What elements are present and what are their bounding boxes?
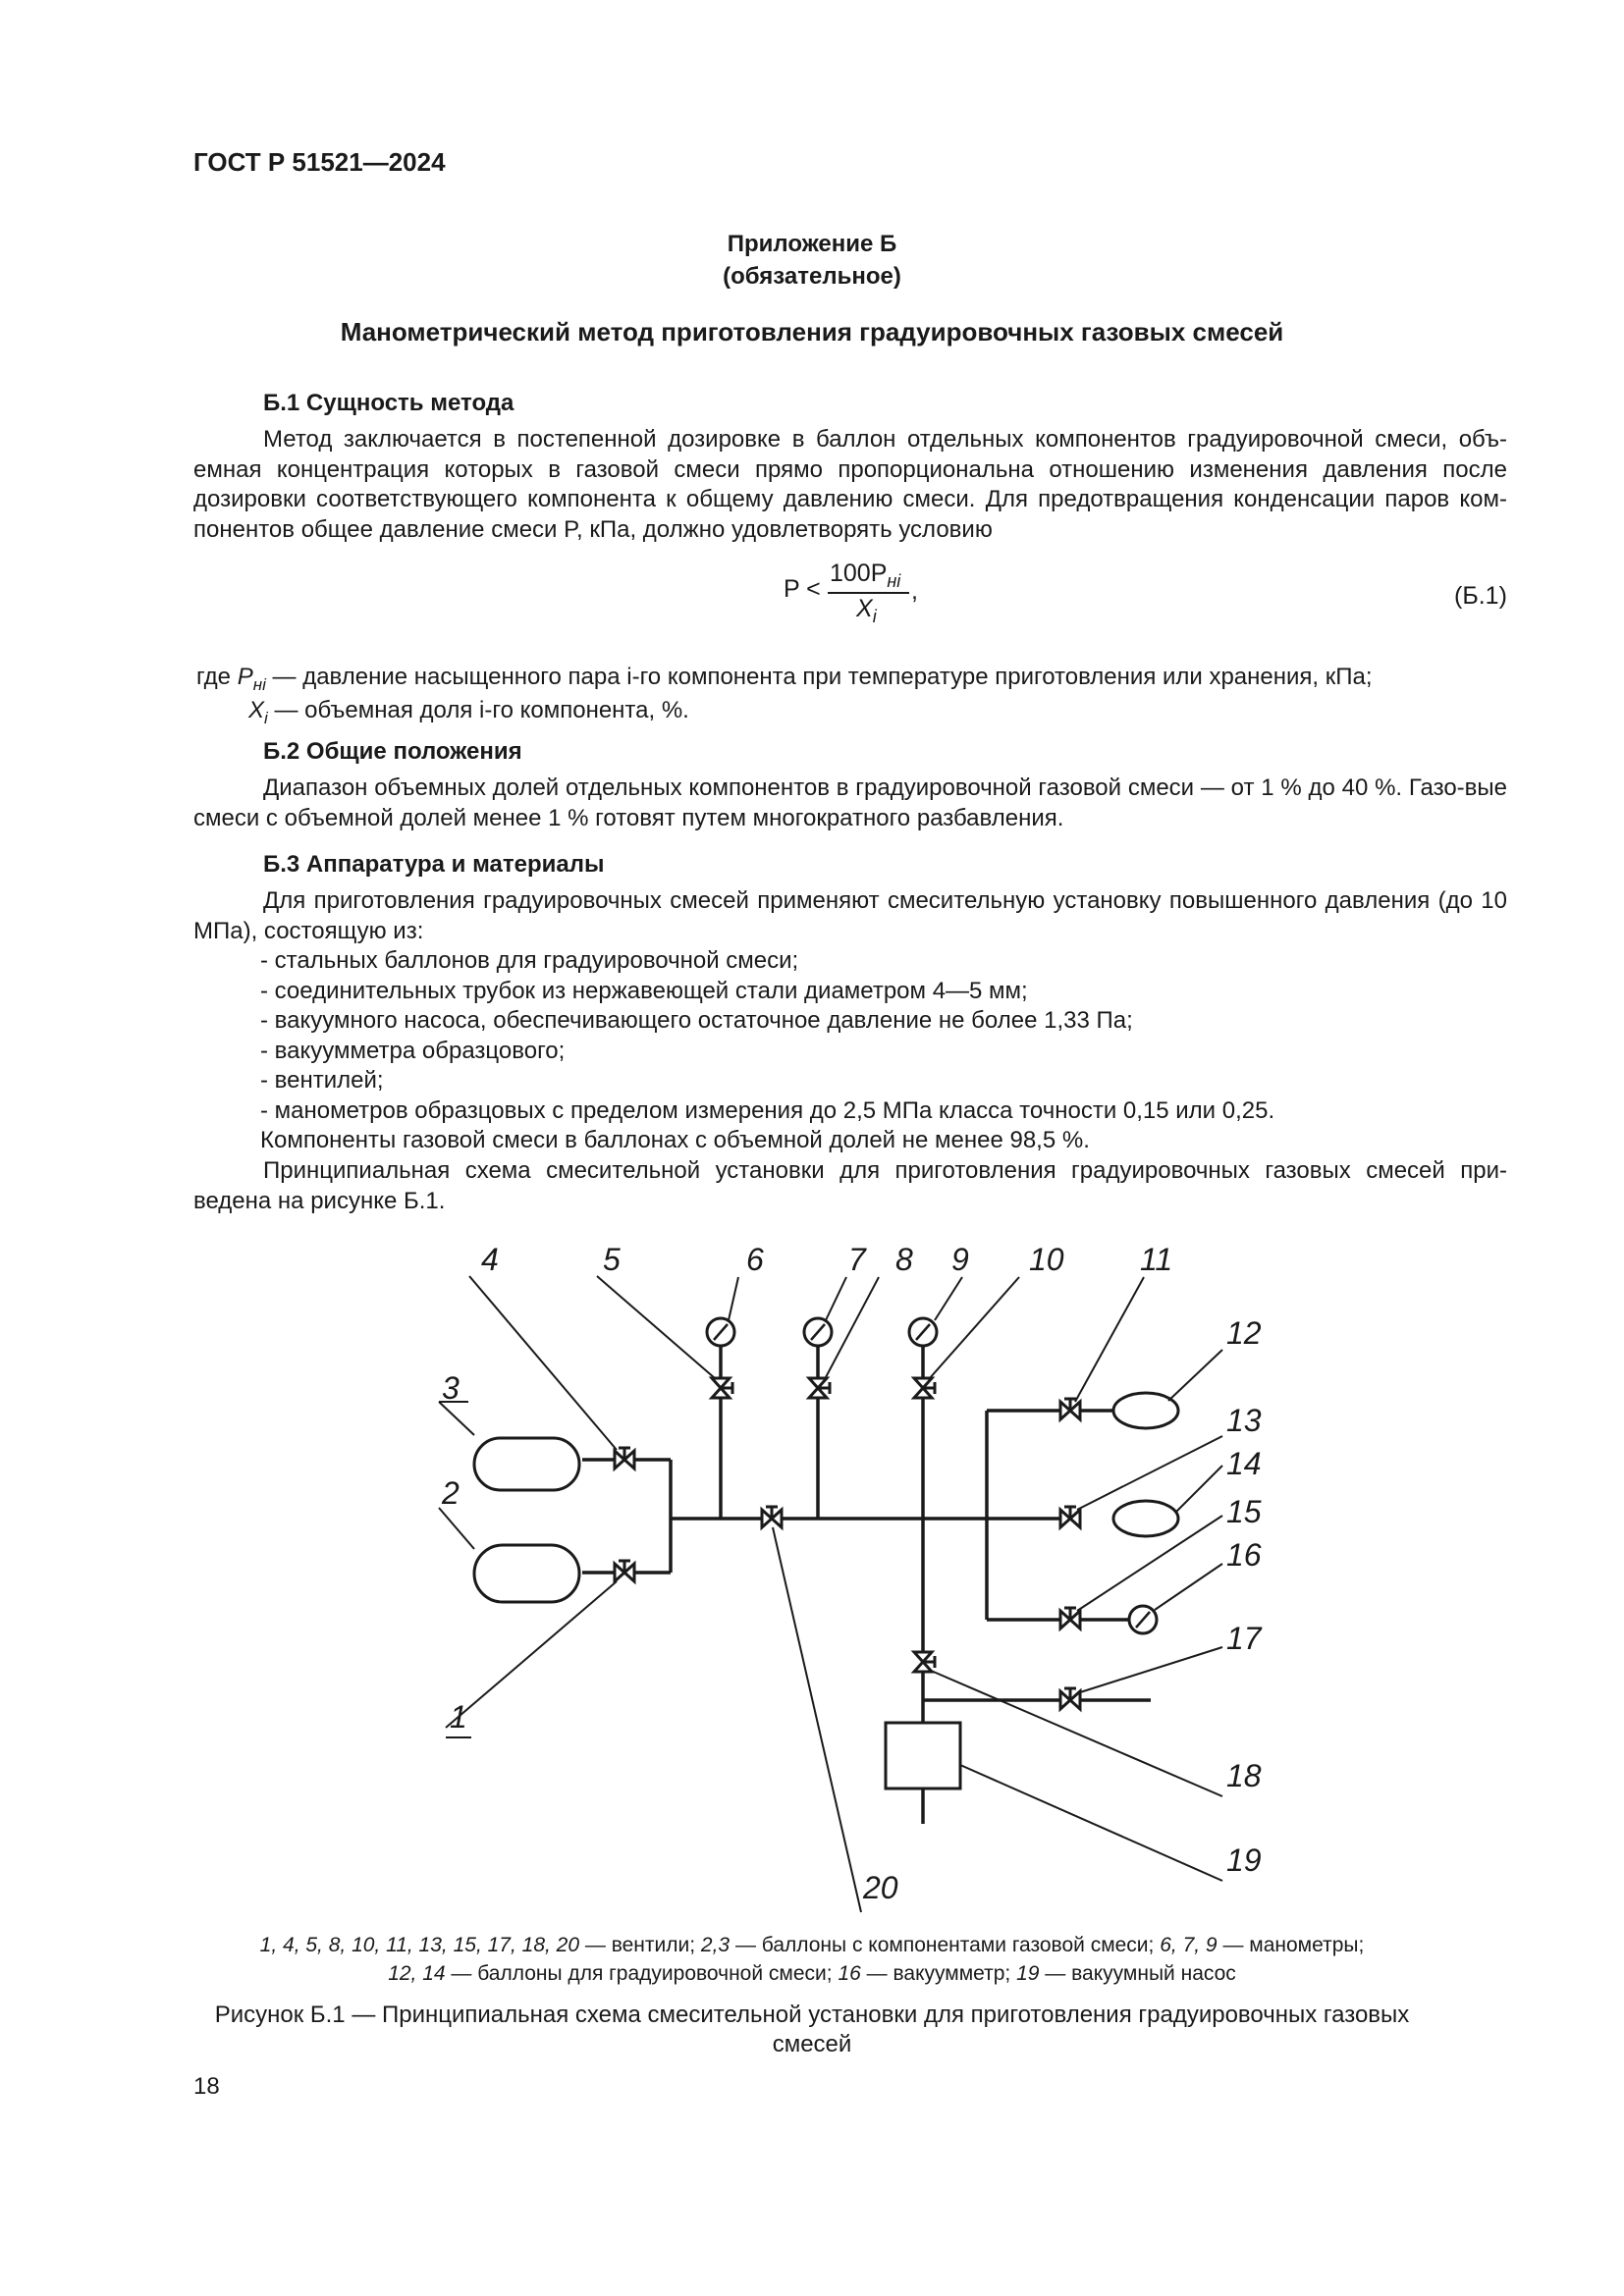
list-item: - манометров образцовых с пределом измерения до 2,5 МПа класса точности 0,15 или 0,25. [260, 1096, 1275, 1124]
cylinder-2 [474, 1545, 579, 1602]
section-b3-heading: Б.3 Аппаратура и материалы [263, 851, 605, 878]
where-symbol-x: X [248, 697, 265, 723]
formula-den-sub: i [872, 607, 877, 626]
label-13: 13 [1226, 1403, 1262, 1438]
vessels [474, 1393, 1178, 1789]
legend-line-1: 1, 4, 5, 8, 10, 11, 13, 15, 17, 18, 20 — вентили; 2,3 — баллоны с компонентами газовой смеси; 6, 7, 9 — манометры; [259, 1934, 1365, 1956]
vacuum-pump-19 [886, 1723, 960, 1789]
label-16: 16 [1226, 1537, 1262, 1573]
b1-text: Метод заключается в постепенной дозировке в баллон отдельных компонентов градуировочной смеси, объ-емная концентрация которых в газовой смеси прямо пропорциональна отношению изменения давления после дозировки соответствующего компонента к общему давлению смеси. Для предотвращения конденсации паров ком-понентов общее давление смеси P, кПа, должно удовлетворять условию [193, 426, 1507, 543]
list-item: - вентилей; [260, 1067, 384, 1094]
list-item: - стальных баллонов для градуировочной смеси; [260, 947, 799, 974]
label-15: 15 [1226, 1494, 1262, 1529]
label-10: 10 [1029, 1242, 1064, 1277]
where-sub-x: i [264, 708, 268, 727]
formula-num-text: 100P [830, 560, 888, 587]
label-17: 17 [1226, 1621, 1262, 1656]
label-2: 2 [442, 1475, 460, 1511]
label-18: 18 [1226, 1758, 1262, 1793]
formula-den-text: X [856, 595, 873, 622]
where-sub-p: нi [252, 674, 266, 694]
cylinder-12 [1113, 1393, 1178, 1428]
annex-status: (обязательное) [723, 263, 901, 290]
legend-line-2: 12, 14 — баллоны для градуировочной смеси; 16 — вакуумметр; 19 — вакуумный насос [388, 1962, 1236, 1985]
b3-text: Для приготовления градуировочных смесей применяют смесительную установку повышенного давления (до 10 МПа), состоящую из: [193, 887, 1507, 944]
b2-text: Диапазон объемных долей отдельных компонентов в градуировочной газовой смеси — от 1 % до 40 %. Газо-вые смеси с объемной долей менее 1 % готовят путем многократного разбавления. [193, 774, 1507, 831]
label-1: 1 [450, 1699, 467, 1735]
figure-legend [0, 1931, 1624, 1988]
b3-after2-text: Принципиальная схема смесительной установки для приготовления градуировочных газовых смесей при-ведена на рисунке Б.1. [193, 1157, 1507, 1214]
where-text-p: — давление насыщенного пара i-го компонента при температуре приготовления или хранения, кПа; [272, 664, 1373, 690]
label-11: 11 [1140, 1242, 1173, 1277]
formula-lhs: P < [784, 575, 821, 603]
where-prefix: где [196, 664, 232, 690]
label-12: 12 [1226, 1315, 1262, 1351]
where-text-x: — объемная доля i-го компонента, %. [274, 697, 689, 723]
label-3: 3 [442, 1370, 460, 1406]
cylinder-3 [474, 1438, 579, 1490]
section-b1-heading: Б.1 Сущность метода [263, 390, 514, 416]
label-9: 9 [951, 1242, 969, 1277]
label-8: 8 [895, 1242, 913, 1277]
where-symbol-p: P [237, 664, 253, 690]
valves [615, 1378, 1080, 1709]
gauges [707, 1318, 1157, 1633]
caption-line-1: Рисунок Б.1 — Принципиальная схема смесительной установки для приготовления градуировочных газовых [214, 2002, 1410, 2028]
label-7: 7 [848, 1242, 866, 1277]
method-title: Манометрический метод приготовления градуировочных газовых смесей [340, 317, 1284, 347]
label-4: 4 [481, 1242, 499, 1277]
list-item: - вакуумметра образцового; [260, 1037, 566, 1064]
caption-line-2: смесей [772, 2031, 852, 2057]
label-20: 20 [863, 1870, 898, 1905]
document-header: ГОСТ Р 51521—2024 [193, 147, 446, 177]
section-b2-heading: Б.2 Общие положения [263, 738, 522, 765]
formula-number: (Б.1) [1454, 582, 1507, 610]
figure-caption [0, 2001, 1624, 2059]
formula-comma: , [911, 577, 918, 605]
label-14: 14 [1226, 1446, 1262, 1481]
formula-num-sub: нi [887, 571, 901, 591]
cylinder-14 [1113, 1501, 1178, 1536]
label-6: 6 [746, 1242, 764, 1277]
list-item: - вакуумного насоса, обеспечивающего остаточное давление не более 1,33 Па; [260, 1007, 1133, 1034]
page-number: 18 [193, 2073, 220, 2100]
label-19: 19 [1226, 1842, 1262, 1878]
list-item: - соединительных трубок из нержавеющей стали диаметром 4—5 мм; [260, 977, 1028, 1004]
list-item: Компоненты газовой смеси в баллонах с объемной долей не менее 98,5 %. [260, 1127, 1090, 1153]
annex-label: Приложение Б [727, 231, 897, 257]
label-5: 5 [603, 1242, 621, 1277]
